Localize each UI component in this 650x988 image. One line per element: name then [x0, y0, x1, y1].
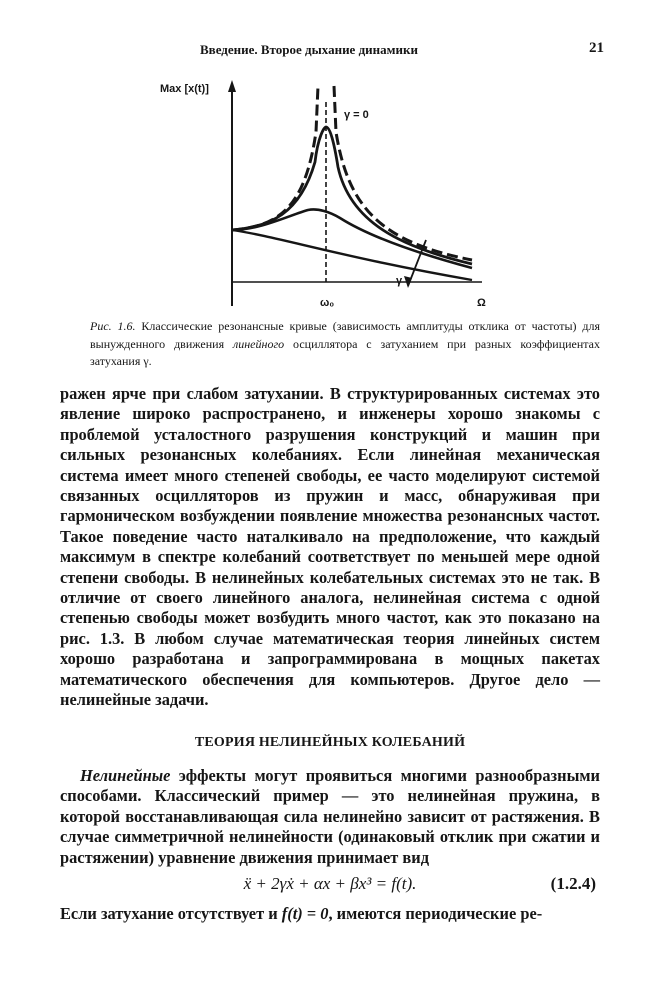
undamped-curve-left	[232, 86, 318, 230]
resonance-label: ω₀	[320, 297, 335, 309]
gamma-zero-label: γ = 0	[344, 109, 369, 121]
resonance-curves-plot	[140, 72, 500, 312]
body-paragraph-1: ражен ярче при слабом затухании. В структурированных системах это явление широко распространено, и инженеры хорошо знакомы с проблемой усталостного разрушения конструкций и машин при сильных резонансных колебаниях. Если линейная механическая система имеет много степеней свободы, ее часто моделируют системой связанных осцилляторов из пружин и масс, обнаруживая при гармоническом возбуждении появление множества резонансных частот. Такое поведение часто наталкивало на предположение, что каждый максимум в спектре колебаний соответствует по меньшей мере одной степени свободы. В нелинейных колебательных системах это не так. В отличие от своего линейного аналога, нелинейная система с одной степенью свободы может возбудить много частот, как это показано на рис. 1.3. В любом случае математическая теория линейных систем хорошо разработана и запрограммирована в мощных пакетах математического обеспечения для компьютеров. Другое дело — нелинейные задачи.	[60, 384, 600, 710]
curve-low-damping	[232, 127, 472, 264]
body-paragraph-2	[60, 766, 600, 868]
paragraph-3-math: f(t) = 0	[281, 904, 329, 923]
page-number: 21	[589, 40, 604, 56]
running-title: Введение. Второе дыхание динамики	[200, 42, 418, 57]
paragraph-2-lead: Нелинейные	[80, 766, 171, 785]
paragraph-2-text: эффекты могут проявиться многими разнообразными способами. Классический пример — это нелинейная пружина, в которой восстанавливающая сила нелинейно зависит от растяжения. В случае симметричной нелинейности (одинаковый отклик при сжатии и растяжении) уравнение движения принимает вид	[60, 766, 600, 867]
paragraph-3-text-1: Если затухание отсутствует и	[60, 904, 282, 923]
caption-label: Рис. 1.6.	[90, 319, 136, 333]
gamma-label: γ	[396, 275, 403, 287]
y-axis-arrow	[228, 80, 236, 92]
figure-caption	[90, 318, 600, 371]
page-header	[200, 40, 604, 62]
y-axis-label: Max [x(t)]	[160, 83, 209, 95]
section-title: ТЕОРИЯ НЕЛИНЕЙНЫХ КОЛЕБАНИЙ	[194, 735, 466, 750]
resonance-figure	[140, 72, 500, 312]
curve-medium-damping	[232, 209, 472, 268]
body-paragraph-3	[60, 904, 600, 924]
caption-text-1: Классические резонансные кривые (зависимость амплитуды отклика от частоты) для вынужденного движения	[90, 319, 601, 351]
equation-body: ẍ + 2γẋ + αx + βx³ = f(t).	[243, 874, 417, 893]
paragraph-3-text-2: , имеются периодические ре-	[328, 904, 543, 923]
caption-italic-text: линейного	[232, 336, 285, 351]
equation-number: (1.2.4)	[550, 874, 596, 893]
x-axis-label: Ω	[477, 297, 486, 309]
equation-1-2-4	[60, 874, 600, 898]
caption-text-2: осциллятора с затуханием при разных коэффициентах затухания γ.	[90, 336, 601, 368]
